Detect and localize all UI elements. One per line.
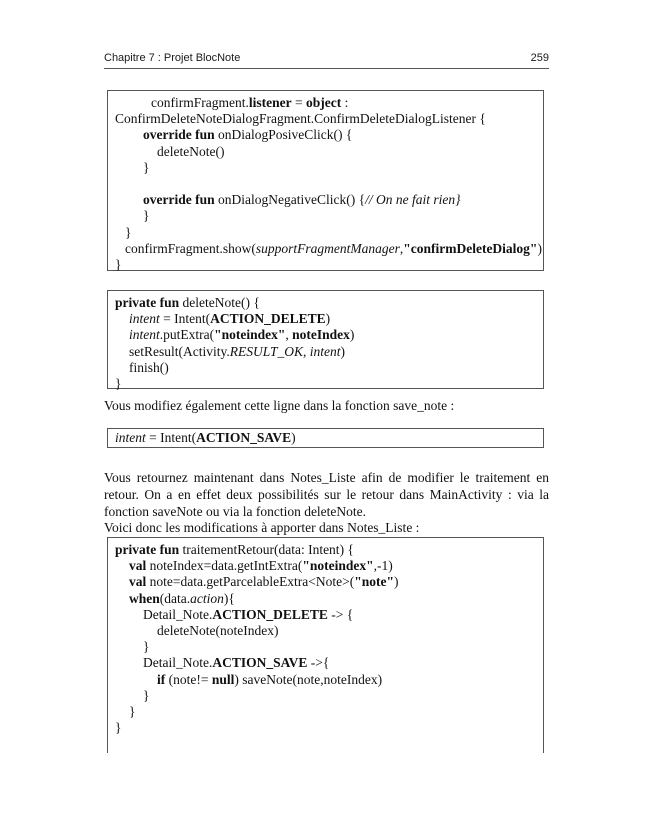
code-line: finish(): [129, 359, 169, 375]
code-line: setResult(Activity.RESULT_OK, intent): [129, 343, 345, 359]
code-line: deleteNote(noteIndex): [157, 623, 279, 639]
code-line: override fun onDialogNegativeClick() {// On ne fait rien}: [143, 192, 461, 208]
code-line: Detail_Note.ACTION_SAVE ->{: [143, 655, 330, 671]
code-line: intent = Intent(ACTION_SAVE): [115, 430, 296, 445]
code-line: val note=data.getParcelableExtra<Note>("note"): [129, 574, 399, 590]
code-line: }: [143, 159, 150, 175]
paragraph-modifications: Voici donc les modifications à apporter dans Notes_Liste :: [104, 520, 420, 535]
code-line: }: [129, 704, 136, 720]
code-line: }: [143, 687, 150, 703]
code-line: deleteNote(): [157, 143, 225, 159]
code-line: private fun traitementRetour(data: Intent) {: [115, 542, 354, 557]
code-line: }: [143, 639, 150, 655]
running-header: [104, 52, 549, 64]
code-line-empty: [115, 176, 543, 192]
code-line: val noteIndex=data.getIntExtra("noteindex",-1): [129, 558, 393, 574]
code-line: }: [125, 224, 132, 240]
page-number: 259: [530, 52, 549, 64]
code-line: if (note!= null) saveNote(note,noteIndex): [157, 671, 383, 687]
code-line: when(data.action){: [129, 590, 235, 606]
code-line: intent.putExtra("noteindex", noteIndex): [129, 327, 355, 343]
code-line: override fun onDialogPosiveClick() {: [143, 127, 353, 143]
code-block-delete-note: [107, 290, 544, 392]
code-line: Detail_Note.ACTION_DELETE -> {: [143, 606, 354, 622]
code-block-action-save: [107, 428, 544, 448]
code-line: }: [115, 376, 122, 392]
chapter-title: Chapitre 7 : Projet BlocNote: [104, 52, 241, 64]
paragraph-return-handling: Vous retournez maintenant dans Notes_Liste afin de modifier le traitement en retour. On a en effet deux possibilités sur le retour dans MainActivity : via la fonction saveNote ou via la fonction deleteNote.: [104, 470, 549, 519]
code-line: }: [115, 257, 122, 273]
code-line: confirmFragment.show(supportFragmentManager,"confirmDeleteDialog"): [125, 240, 542, 256]
code-line: }: [115, 720, 122, 736]
paragraph-save-note: Vous modifiez également cette ligne dans la fonction save_note :: [104, 398, 455, 413]
code-block-confirm-fragment: [107, 90, 544, 271]
header-divider: [104, 68, 549, 69]
code-line: confirmFragment.listener = object :: [151, 95, 349, 110]
code-line: }: [143, 208, 150, 224]
code-line: intent = Intent(ACTION_DELETE): [129, 311, 331, 327]
code-line: private fun deleteNote() {: [115, 295, 260, 310]
code-line: ConfirmDeleteNoteDialogFragment.ConfirmDeleteDialogListener {: [115, 111, 486, 127]
code-block-traitement-retour: [107, 537, 544, 753]
